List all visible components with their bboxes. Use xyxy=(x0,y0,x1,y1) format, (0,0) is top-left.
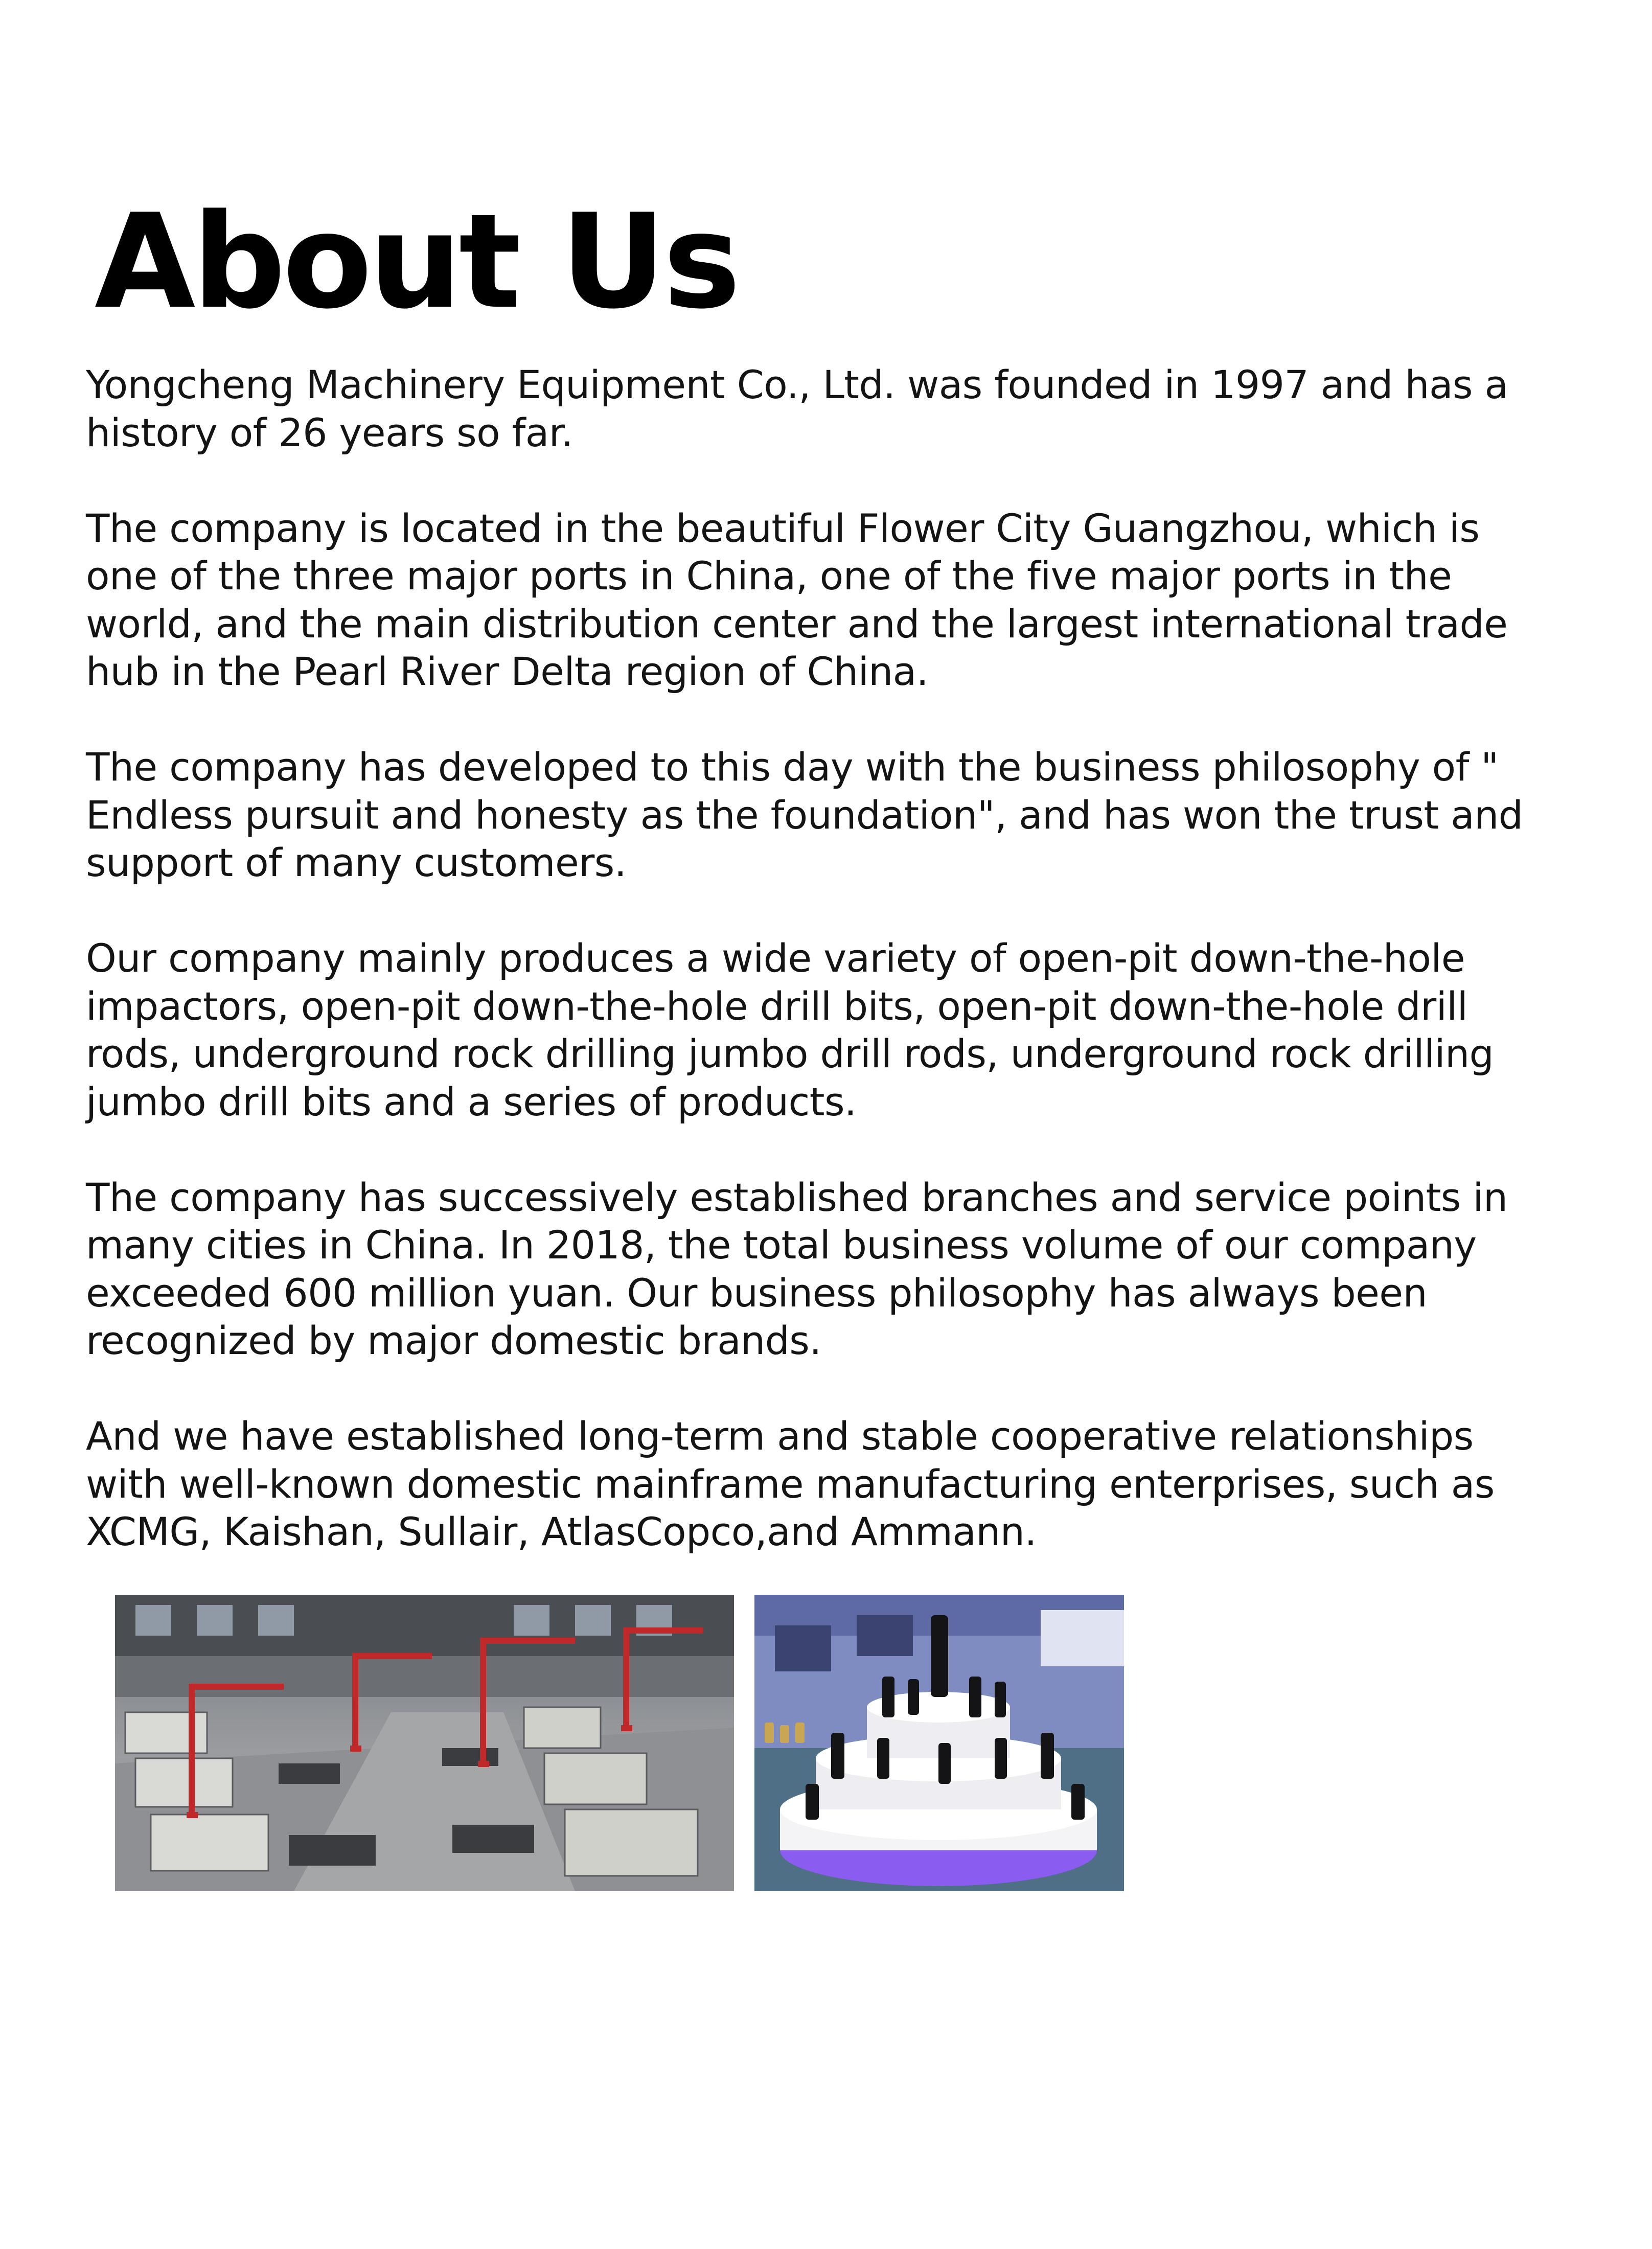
paragraph-products: Our company mainly produces a wide variety of open-pit down-the-hole impactors, open-pit down-the-hole drill bits, open-pit down-the-hole drill rods, underground rock drilling jumbo drill rods, underground rock drilling jumbo drill bits and a series of products. xyxy=(86,935,1494,1124)
page-title: About Us xyxy=(95,186,738,338)
paragraph-founding: Yongcheng Machinery Equipment Co., Ltd. was founded in 1997 and has a history of 26 years so far. xyxy=(86,362,1508,455)
paragraph-location: The company is located in the beautiful Flower City Guangzhou, which is one of the three major ports in China, one of the five major ports in the world, and the main distribution center and the largest international trade hub in the Pearl River Delta region of China. xyxy=(86,505,1508,694)
factory-floor-photo xyxy=(115,1595,734,1891)
paragraph-partners: And we have established long-term and stable cooperative relationships with well-known domestic mainframe manufacturing enterprises, such as XCMG, Kaishan, Sullair, AtlasCopco,and Ammann. xyxy=(86,1413,1495,1554)
showroom-illustration xyxy=(754,1595,1124,1891)
about-body-text xyxy=(86,361,1548,1556)
paragraph-branches: The company has successively established branches and service points in many cities in China. In 2018, the total business volume of our company exceeded 600 million yuan. Our business philosophy has always been recognized by major domestic brands. xyxy=(86,1174,1508,1363)
factory-illustration xyxy=(115,1595,734,1891)
paragraph-philosophy: The company has developed to this day with the business philosophy of " Endless pursuit and honesty as the foundation", and has won the trust and support of many customers. xyxy=(86,744,1523,885)
drill-bit-display-photo xyxy=(754,1595,1124,1891)
